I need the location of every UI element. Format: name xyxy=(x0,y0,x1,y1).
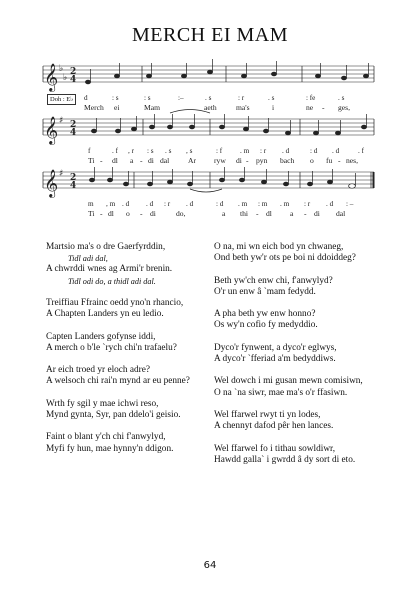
verse-line: Os wy'n cofio fy medyddio. xyxy=(214,320,318,331)
refrain-line: Tidl odi do, a thidl adi dal. xyxy=(68,276,156,286)
lyric-syllable: - xyxy=(338,156,341,165)
lyric-syllable: ei xyxy=(114,103,120,112)
solfa-syllable: . m xyxy=(238,200,248,208)
lyric-syllable: di xyxy=(314,209,320,218)
lyric-syllable: dal xyxy=(160,156,170,165)
verse-stanza xyxy=(46,298,190,320)
treble-clef-icon: 𝄞 xyxy=(44,63,59,91)
verses-right-column xyxy=(214,242,363,477)
solfa-syllable: . d xyxy=(146,200,154,208)
solfa-syllable: . m xyxy=(240,147,250,155)
lyric-syllable: nes, xyxy=(346,156,359,165)
key-label: Doh : E♭ xyxy=(47,94,76,105)
lyric-syllable: o xyxy=(310,156,314,165)
lyric-syllable: i xyxy=(272,103,275,112)
solfa-syllable: : r xyxy=(164,200,171,208)
lyric-syllable: a xyxy=(130,156,134,165)
solfa-syllable: : r xyxy=(260,147,267,155)
time-signature-numerator: 2 xyxy=(70,67,77,77)
solfa-syllable: : r xyxy=(238,94,245,102)
verse-stanza xyxy=(46,332,190,354)
verse-line: Martsio ma's o dre Gaerfyrddin, xyxy=(46,242,166,252)
solfa-syllable: : d xyxy=(310,147,318,155)
verse-line: Wel dowch i mi gusan mewn comisiwn, xyxy=(214,376,363,387)
verse-line: O'r un enw â `mam fedydd. xyxy=(214,286,316,297)
verse-stanza xyxy=(214,376,363,398)
lyric-syllable: dl xyxy=(112,156,118,165)
verse-line: A chwrddi wnes ag Armi'r brenin. xyxy=(46,264,173,275)
sharp-icon: ♯ xyxy=(59,169,64,179)
verse-line: A merch o b'le `rych chi'n trafaelu? xyxy=(46,342,177,353)
solfa-syllable: f xyxy=(88,147,91,155)
solfa-syllable: : fe xyxy=(306,94,316,102)
lyric-syllable: a xyxy=(290,209,294,218)
verse-stanza xyxy=(214,276,363,298)
lyric-syllable: ne xyxy=(306,103,314,112)
solfa-syllable: : s xyxy=(112,94,119,102)
treble-clef-icon: 𝄞 xyxy=(44,116,59,144)
verse-line: O na `na siwr, mae ma's o'r ffasiwn. xyxy=(214,387,348,398)
lyric-syllable: - xyxy=(100,209,103,218)
lyric-syllable: - xyxy=(246,156,249,165)
lyric-syllable: - xyxy=(304,209,307,218)
lyric-syllable: di xyxy=(236,156,242,165)
solfa-syllable: m xyxy=(88,200,94,208)
verse-stanza xyxy=(214,444,363,466)
solfa-syllable: . f xyxy=(358,147,364,155)
solfa-syllable: d xyxy=(84,94,88,102)
notes-staff-1 xyxy=(85,59,368,84)
time-signature-numerator: 2 xyxy=(70,120,77,130)
verse-line: A chennyt dafod pêr hen lances. xyxy=(214,421,334,432)
solfa-syllable: , s xyxy=(186,147,193,155)
flat-icon: ♭ xyxy=(63,73,68,83)
lyric-syllable: fu xyxy=(326,156,333,165)
verse-line: Wrth fy sgil y mae ichwi reso, xyxy=(46,398,159,409)
verse-line: A Chapten Landers yn eu ledio. xyxy=(46,309,164,320)
verse-stanza xyxy=(46,399,190,421)
lyric-syllable: pyn xyxy=(256,156,268,165)
verse-line: A welsoch chi rai'n mynd ar eu penne? xyxy=(46,376,190,387)
lyric-syllable: ma's xyxy=(236,103,250,112)
verse-line: Ond beth yw'r ots pe boi ni ddoiddeg? xyxy=(214,253,356,264)
verse-stanza xyxy=(46,432,190,454)
refrain-line: Tidl adi dal, xyxy=(68,254,108,264)
verse-stanza xyxy=(214,410,363,432)
lyric-syllable: dl xyxy=(108,209,114,218)
solfa-syllable: : m xyxy=(258,200,268,208)
verse-stanza xyxy=(46,242,190,287)
lyric-syllable: - xyxy=(140,156,143,165)
solfa-syllable: , r xyxy=(128,147,134,155)
verse-line: Wel ffarwel rwyt ti yn lodes, xyxy=(214,409,321,420)
lyric-syllable: Ti xyxy=(88,156,95,165)
time-signature-denominator: 4 xyxy=(70,181,77,191)
solfa-syllable: . d xyxy=(186,200,194,208)
solfa-syllable: . d xyxy=(332,147,340,155)
verse-line: Hawdd galla` i gwrdd â dy sort di eto. xyxy=(214,454,356,465)
solfa-syllable: . d xyxy=(326,200,334,208)
verse-stanza xyxy=(214,343,363,365)
verse-stanza xyxy=(46,365,190,387)
solfa-syllable: , m xyxy=(106,200,116,208)
verse-line: Dyco'r fynwent, a dyco'r eglwys, xyxy=(214,342,337,353)
solfa-syllable: : s xyxy=(147,147,154,155)
verses-left-column xyxy=(46,242,190,466)
lyric-syllable: thi xyxy=(240,209,249,218)
lyric-syllable: Merch xyxy=(84,103,104,112)
solfa-syllable: . d xyxy=(122,200,130,208)
lyric-syllable: Mam xyxy=(144,103,161,112)
solfa-syllable: . s xyxy=(268,94,275,102)
solfa-syllable: : r xyxy=(304,200,311,208)
solfa-syllable: . s xyxy=(205,94,212,102)
solfa-syllable: :– xyxy=(178,94,184,102)
solfa-syllable: : d xyxy=(216,200,224,208)
lyric-syllable: - xyxy=(140,209,143,218)
lyric-syllable: di xyxy=(148,156,154,165)
verse-line: Wel ffarwel fo i tithau sowldiwr, xyxy=(214,443,336,454)
solfa-syllable: . s xyxy=(165,147,172,155)
solfa-syllable: . d xyxy=(282,147,290,155)
lyric-syllable: bach xyxy=(280,156,295,165)
lyric-syllable: a xyxy=(222,209,226,218)
lyric-syllable: do, xyxy=(176,209,186,218)
lyric-syllable: Ti xyxy=(88,209,95,218)
verse-line: Beth yw'ch enw chi, f'anwylyd? xyxy=(214,275,333,286)
lyric-syllable: Ar xyxy=(188,156,197,165)
verse-line: A pha beth yw enw honno? xyxy=(214,309,316,320)
verse-line: Myfi fy hun, mae hynny'n ddigon. xyxy=(46,443,174,454)
verse-line: Capten Landers gofynse iddi, xyxy=(46,331,156,342)
music-score xyxy=(0,0,420,240)
verse-stanza xyxy=(214,242,363,264)
verse-line: A dyco'r `fferiad a'm bedyddiws. xyxy=(214,353,336,364)
flat-icon: ♭ xyxy=(59,64,64,74)
lyric-syllable: di xyxy=(150,209,156,218)
lyric-syllable: o xyxy=(126,209,130,218)
solfa-syllable: : – xyxy=(346,200,354,208)
page-number: 64 xyxy=(203,560,217,571)
time-signature-numerator: 2 xyxy=(70,173,77,183)
time-signature-denominator: 4 xyxy=(70,128,77,138)
solfa-syllable: . m xyxy=(280,200,290,208)
time-signature-denominator: 4 xyxy=(70,75,77,85)
treble-clef-icon: 𝄞 xyxy=(44,169,59,197)
verse-line: O na, mi wn eich bod yn chwaneg, xyxy=(214,242,344,252)
solfa-syllable: . f xyxy=(112,147,118,155)
lyric-syllable: dal xyxy=(336,209,346,218)
verse-line: Mynd gynta, Syr, pan ddelo'i geisio. xyxy=(46,409,181,420)
lyric-syllable: - xyxy=(256,209,259,218)
lyric-syllable: - xyxy=(100,156,103,165)
verse-line: Treiffiau Ffrainc oedd yno'n rhancio, xyxy=(46,298,184,308)
lyric-syllable: - xyxy=(322,103,325,112)
solfa-syllable: : f xyxy=(216,147,223,155)
lyric-syllable: dl xyxy=(266,209,272,218)
verse-line: Ar eich troed yr eloch adre? xyxy=(46,365,151,376)
solfa-syllable: . s xyxy=(338,94,345,102)
lyric-syllable: ryw xyxy=(214,156,226,165)
verse-line: Faint o blant y'ch chi f'anwylyd, xyxy=(46,432,166,443)
lyric-syllable: ges, xyxy=(338,103,351,112)
lyric-syllable: aeth xyxy=(204,103,217,112)
verse-stanza xyxy=(214,309,363,331)
sharp-icon: ♯ xyxy=(59,116,64,126)
solfa-syllable: : s xyxy=(144,94,151,102)
page-title: MERCH EI MAM xyxy=(131,24,288,46)
